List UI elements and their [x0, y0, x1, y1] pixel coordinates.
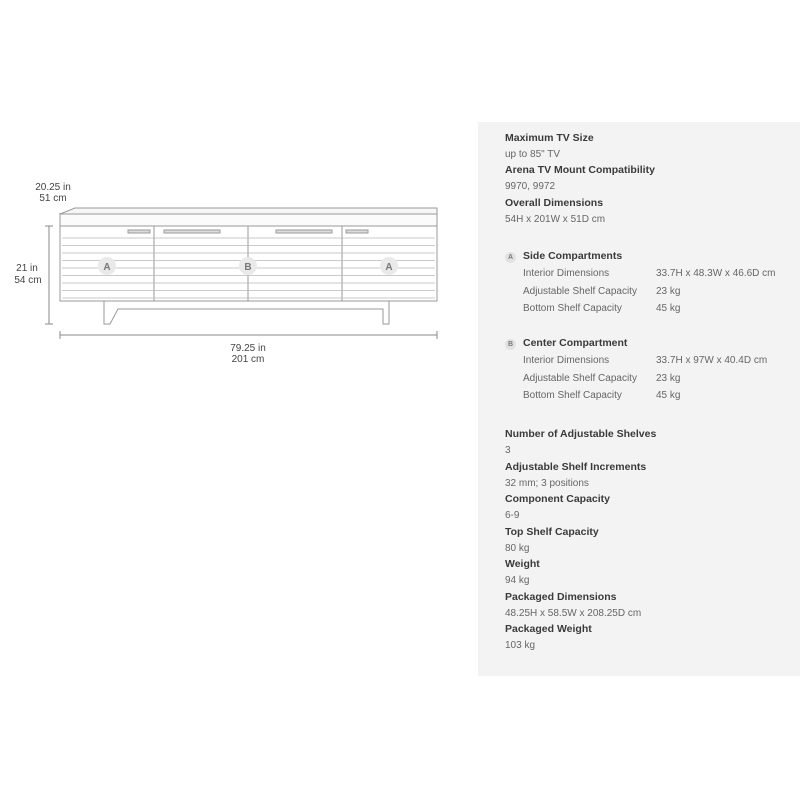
spec-label-overall-dimensions: Overall Dimensions: [505, 197, 604, 209]
spec-value-top-shelf-capacity: 80 kg: [505, 543, 530, 554]
spec-value-max-tv-size: up to 85" TV: [505, 149, 561, 160]
height-label-cm: 54 cm: [14, 275, 42, 286]
compartment-badge-a: A: [505, 252, 516, 263]
spec-label-weight: Weight: [505, 558, 540, 570]
height-label-in: 21 in: [16, 263, 38, 274]
spec-value-tv-mount: 9970, 9972: [505, 181, 556, 192]
spec-value-weight: 94 kg: [505, 575, 530, 586]
spec-label-top-shelf-capacity: Top Shelf Capacity: [505, 526, 599, 538]
center-interior-dimensions-value: 33.7H x 97W x 40.4D cm: [656, 355, 768, 366]
side-interior-dimensions-value: 33.7H x 48.3W x 46.6D cm: [656, 268, 776, 279]
cabinet-base: [100, 301, 392, 324]
spec-value-shelf-increments: 32 mm; 3 positions: [505, 478, 589, 489]
center-interior-dimensions-label: Interior Dimensions: [523, 355, 610, 366]
spec-value-packaged-dimensions: 48.25H x 58.5W x 208.25D cm: [505, 608, 642, 619]
width-label-cm: 201 cm: [231, 354, 265, 365]
spec-value-adjustable-shelves: 3: [505, 445, 511, 456]
spec-label-packaged-weight: Packaged Weight: [505, 623, 592, 635]
spec-value-overall-dimensions: 54H x 201W x 51D cm: [505, 214, 606, 225]
side-bottom-shelf-label: Bottom Shelf Capacity: [523, 303, 622, 314]
compartment-marker-right: [380, 257, 398, 275]
spec-label-adjustable-shelves: Number of Adjustable Shelves: [505, 428, 657, 440]
compartment-marker-left-label: A: [103, 262, 111, 273]
width-label-in: 79.25 in: [230, 343, 266, 354]
side-interior-dimensions-label: Interior Dimensions: [523, 268, 610, 279]
side-adjustable-shelf-value: 23 kg: [656, 286, 681, 297]
cabinet-dimension-drawing: [0, 0, 470, 420]
compartment-marker-left: [98, 257, 116, 275]
center-adjustable-shelf-value: 23 kg: [656, 373, 681, 384]
cabinet-illustration: [60, 208, 437, 301]
compartment-title-center: Center Compartment: [523, 337, 628, 349]
depth-label-cm: 51 cm: [39, 193, 67, 204]
spec-label-shelf-increments: Adjustable Shelf Increments: [505, 461, 647, 473]
spec-value-packaged-weight: 103 kg: [505, 640, 536, 651]
compartment-title-side: Side Compartments: [523, 250, 623, 262]
spec-label-max-tv-size: Maximum TV Size: [505, 132, 594, 144]
compartment-badge-b: B: [505, 339, 516, 350]
side-adjustable-shelf-label: Adjustable Shelf Capacity: [523, 286, 637, 297]
side-bottom-shelf-value: 45 kg: [656, 303, 681, 314]
center-bottom-shelf-label: Bottom Shelf Capacity: [523, 390, 622, 401]
spec-label-packaged-dimensions: Packaged Dimensions: [505, 591, 617, 603]
spec-label-component-capacity: Component Capacity: [505, 493, 611, 505]
spec-value-component-capacity: 6-9: [505, 510, 520, 521]
compartment-marker-center: [239, 257, 257, 275]
center-adjustable-shelf-label: Adjustable Shelf Capacity: [523, 373, 637, 384]
depth-label-in: 20.25 in: [35, 182, 71, 193]
center-bottom-shelf-value: 45 kg: [656, 390, 681, 401]
spec-label-tv-mount: Arena TV Mount Compatibility: [505, 164, 655, 176]
specifications-panel: [478, 122, 800, 676]
compartment-marker-center-label: B: [244, 262, 252, 273]
compartment-marker-right-label: A: [385, 262, 393, 273]
